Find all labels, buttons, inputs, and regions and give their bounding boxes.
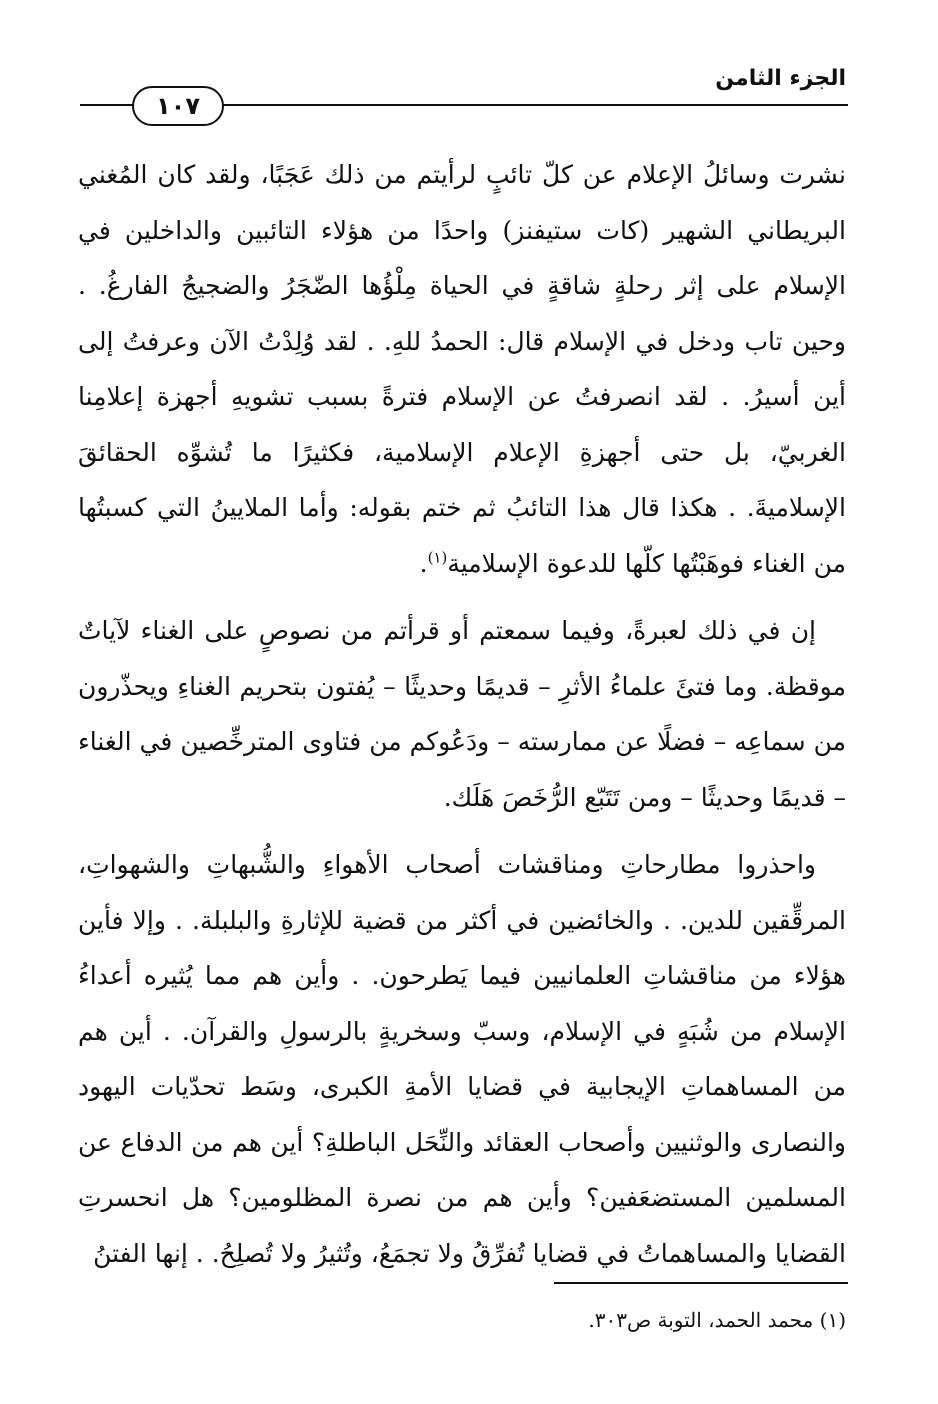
page-number: ١٠٧ [132, 86, 224, 126]
paragraph-1 [78, 147, 846, 591]
footnote: (١) محمد الحمد، التوبة ص٣٠٣. [588, 1308, 846, 1332]
paragraph-2: إن في ذلك لعبرةً، وفيما سمعتم أو قرأتم من نصوصٍ على الغناء لآياتٌ موقظة. وما فتئَ علماءُ الأثرِ – قديمًا وحديثًا – يُفتون بتحريم الغناءِ ويحذّرون من سماعِه – فضلًا عن ممارسته – ودَعُوكم من فتاوى المترخِّصين في الغناء – قديمًا وحديثًا – ومن تَتَبّع الرُّخَصَ هَلَك. [78, 616, 846, 812]
paragraph-3: واحذروا مطارحاتِ ومناقشات أصحاب الأهواءِ والشُّبهاتِ والشهواتِ، المرقِّقين للدين. . والخائضين في أكثر من قضية للإثارةِ والبلبلة. . وإلا فأين هؤلاء من مناقشاتِ العلمانيين فيما يَطرحون. . وأين هم مما يُثيره أعداءُ الإسلام من شُبَهٍ في الإسلام، وسبّ وسخريةٍ بالرسولِ والقرآن. . أين هم من المساهماتِ الإيجابية في قضايا الأمةِ الكبرى، وسَط تحدّيات اليهود والنصارى والوثنيين وأصحاب العقائد والنِّحَل الباطلةِ؟ أين هم من الدفاع عن المسلمين المستضعَفين؟ وأين هم من نصرة المظلومين؟ هل انحسرتِ القضايا والمساهماتُ في قضايا تُفرِّقُ ولا تجمَعُ، وتُثيرُ ولا تُصلِحُ. . إنها الفتنُ [78, 850, 846, 1268]
paragraph-1-end: . [419, 548, 428, 578]
body-text [78, 147, 846, 1281]
footnote-rule [554, 1282, 848, 1284]
running-head-title: الجزء الثامن [715, 66, 846, 91]
paragraph-1-text: نشرت وسائلُ الإعلام عن كلّ تائبٍ لرأيتم من ذلك عَجَبًا، ولقد كان المُغني البريطاني الشهير (كات ستيفنز) واحدًا من هؤلاء التائبين والداخلين في الإسلام على إثر رحلةٍ شاقةٍ في الحياة مِلْؤُها الضّجَرُ والضجيجُ الفارغُ. . وحين تاب ودخل في الإسلام قال: الحمدُ للهِ. . لقد وُلِدْتُ الآن وعرفتُ إلى أين أسيرُ. . لقد انصرفتُ عن الإسلام فترةً بسبب تشويهِ أجهزة إعلامِنا الغربيّ، بل حتى أجهزةِ الإعلام الإسلامية، فكثيرًا ما تُشوِّه الحقائقَ الإسلاميةَ. . هكذا قال هذا التائبُ ثم ختم بقوله: وأما الملايينُ التي كسبتُها من الغناء فوهَبْتُها كلّها للدعوة الإسلامية [78, 160, 846, 578]
footnote-reference[interactable]: (١) [427, 548, 448, 567]
